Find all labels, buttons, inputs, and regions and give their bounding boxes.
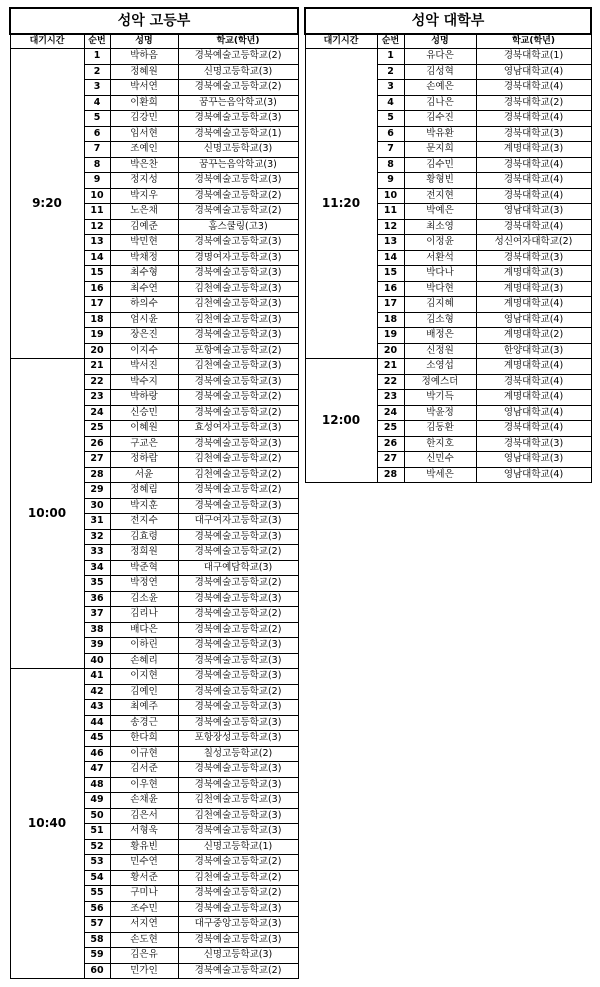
name-cell: 신민수	[404, 452, 476, 468]
school-cell: 경북예술고등학교(3)	[178, 436, 298, 452]
order-cell: 9	[377, 173, 404, 189]
order-cell: 52	[84, 839, 110, 855]
name-cell: 구미나	[110, 886, 178, 902]
school-cell: 경북예술고등학교(2)	[178, 483, 298, 499]
order-cell: 39	[84, 638, 110, 654]
order-cell: 26	[377, 436, 404, 452]
order-cell: 14	[84, 250, 110, 266]
school-cell: 김천예술고등학교(3)	[178, 312, 298, 328]
school-cell: 계명대학교(4)	[476, 390, 591, 406]
header-name: 성명	[110, 34, 178, 49]
name-cell: 신승민	[110, 405, 178, 421]
order-cell: 36	[84, 591, 110, 607]
school-cell: 신명고등학교(1)	[178, 839, 298, 855]
school-cell: 신명고등학교(3)	[178, 64, 298, 80]
order-cell: 16	[377, 281, 404, 297]
wait-time-cell: 9:20	[10, 49, 84, 359]
school-cell: 경북대학교(4)	[476, 111, 591, 127]
order-cell: 2	[377, 64, 404, 80]
name-cell: 김지혜	[404, 297, 476, 313]
name-cell: 박지우	[110, 188, 178, 204]
wait-time-cell: 10:00	[10, 359, 84, 669]
name-cell: 최예주	[110, 700, 178, 716]
order-cell: 58	[84, 932, 110, 948]
school-cell: 경북예술고등학교(2)	[178, 49, 298, 65]
school-cell: 계명대학교(3)	[476, 266, 591, 282]
school-cell: 김천예술고등학교(3)	[178, 793, 298, 809]
name-cell: 민수연	[110, 855, 178, 871]
order-cell: 5	[377, 111, 404, 127]
order-cell: 46	[84, 746, 110, 762]
order-cell: 56	[84, 901, 110, 917]
name-cell: 민가인	[110, 963, 178, 979]
name-cell: 박하랑	[110, 390, 178, 406]
school-cell: 경북대학교(3)	[476, 250, 591, 266]
order-cell: 33	[84, 545, 110, 561]
name-cell: 박기득	[404, 390, 476, 406]
name-cell: 최수형	[110, 266, 178, 282]
name-cell: 박다나	[404, 266, 476, 282]
order-cell: 43	[84, 700, 110, 716]
name-cell: 김수진	[404, 111, 476, 127]
name-cell: 정지성	[110, 173, 178, 189]
name-cell: 한다희	[110, 731, 178, 747]
order-cell: 8	[377, 157, 404, 173]
order-cell: 32	[84, 529, 110, 545]
name-cell: 정희원	[110, 545, 178, 561]
order-cell: 15	[377, 266, 404, 282]
order-cell: 42	[84, 684, 110, 700]
name-cell: 김리나	[110, 607, 178, 623]
school-cell: 경북예술고등학교(2)	[178, 405, 298, 421]
school-cell: 김천예술고등학교(3)	[178, 281, 298, 297]
order-cell: 27	[377, 452, 404, 468]
order-cell: 34	[84, 560, 110, 576]
name-cell: 박예은	[404, 204, 476, 220]
name-cell: 배다은	[110, 622, 178, 638]
order-cell: 8	[84, 157, 110, 173]
name-cell: 김성혁	[404, 64, 476, 80]
name-cell: 소영섭	[404, 359, 476, 375]
header-wait-time: 대기시간	[305, 34, 377, 49]
school-cell: 경북예술고등학교(3)	[178, 932, 298, 948]
school-cell: 계명대학교(3)	[476, 281, 591, 297]
school-cell: 신명고등학교(3)	[178, 142, 298, 158]
order-cell: 17	[377, 297, 404, 313]
school-cell: 김천예술고등학교(2)	[178, 452, 298, 468]
order-cell: 18	[377, 312, 404, 328]
school-cell: 경북예술고등학교(3)	[178, 173, 298, 189]
order-cell: 45	[84, 731, 110, 747]
name-cell: 김소형	[404, 312, 476, 328]
order-cell: 11	[84, 204, 110, 220]
order-cell: 48	[84, 777, 110, 793]
order-cell: 10	[377, 188, 404, 204]
name-cell: 서환석	[404, 250, 476, 266]
name-cell: 전지수	[110, 514, 178, 530]
school-cell: 김천예술고등학교(2)	[178, 870, 298, 886]
order-cell: 55	[84, 886, 110, 902]
name-cell: 구교은	[110, 436, 178, 452]
school-cell: 경북예술고등학교(2)	[178, 204, 298, 220]
school-cell: 경북예술고등학교(2)	[178, 576, 298, 592]
name-cell: 김강민	[110, 111, 178, 127]
school-cell: 경북예술고등학교(3)	[178, 638, 298, 654]
order-cell: 3	[84, 80, 110, 96]
school-cell: 영남대학교(4)	[476, 467, 591, 483]
school-cell: 효성여자고등학교(3)	[178, 421, 298, 437]
wait-time-cell: 11:20	[305, 49, 377, 359]
name-cell: 박서진	[110, 359, 178, 375]
order-cell: 50	[84, 808, 110, 824]
school-cell: 경북대학교(4)	[476, 421, 591, 437]
order-cell: 6	[84, 126, 110, 142]
order-cell: 18	[84, 312, 110, 328]
order-cell: 35	[84, 576, 110, 592]
order-cell: 22	[84, 374, 110, 390]
school-cell: 김천예술고등학교(3)	[178, 359, 298, 375]
name-cell: 이우현	[110, 777, 178, 793]
school-cell: 포항예술고등학교(2)	[178, 343, 298, 359]
table-row	[305, 49, 591, 65]
school-cell: 경북예술고등학교(3)	[178, 235, 298, 251]
school-cell: 꿈꾸는음악학교(3)	[178, 95, 298, 111]
name-cell: 이지현	[110, 669, 178, 685]
school-cell: 경북대학교(3)	[476, 436, 591, 452]
school-cell: 칠성고등학교(2)	[178, 746, 298, 762]
high-school-table	[9, 7, 299, 979]
school-cell: 계명대학교(4)	[476, 359, 591, 375]
name-cell: 배정은	[404, 328, 476, 344]
table-row	[10, 669, 298, 685]
name-cell: 박수지	[110, 374, 178, 390]
header-name: 성명	[404, 34, 476, 49]
name-cell: 송경근	[110, 715, 178, 731]
order-cell: 30	[84, 498, 110, 514]
school-cell: 경북대학교(4)	[476, 173, 591, 189]
school-cell: 경북예술고등학교(3)	[178, 591, 298, 607]
name-cell: 손혜리	[110, 653, 178, 669]
name-cell: 최소영	[404, 219, 476, 235]
name-cell: 정혜림	[110, 483, 178, 499]
school-cell: 경북예술고등학교(2)	[178, 545, 298, 561]
name-cell: 박민현	[110, 235, 178, 251]
order-cell: 60	[84, 963, 110, 979]
school-cell: 경북예술고등학교(3)	[178, 266, 298, 282]
name-cell: 정혜원	[110, 64, 178, 80]
school-cell: 경북예술고등학교(2)	[178, 886, 298, 902]
name-cell: 김수민	[404, 157, 476, 173]
school-cell: 경북대학교(4)	[476, 188, 591, 204]
name-cell: 박준혁	[110, 560, 178, 576]
order-cell: 57	[84, 917, 110, 933]
order-cell: 3	[377, 80, 404, 96]
school-cell: 경북예술고등학교(2)	[178, 963, 298, 979]
school-cell: 경북예술고등학교(3)	[178, 111, 298, 127]
university-table	[304, 7, 592, 483]
name-cell: 서지연	[110, 917, 178, 933]
name-cell: 손채윤	[110, 793, 178, 809]
name-cell: 박은찬	[110, 157, 178, 173]
table-row	[10, 49, 298, 65]
order-cell: 12	[84, 219, 110, 235]
header-wait-time: 대기시간	[10, 34, 84, 49]
school-cell: 신명고등학교(3)	[178, 948, 298, 964]
name-cell: 유다은	[404, 49, 476, 65]
name-cell: 김효령	[110, 529, 178, 545]
order-cell: 37	[84, 607, 110, 623]
school-cell: 경북예술고등학교(2)	[178, 855, 298, 871]
order-cell: 54	[84, 870, 110, 886]
name-cell: 김예인	[110, 684, 178, 700]
name-cell: 임서현	[110, 126, 178, 142]
name-cell: 조수민	[110, 901, 178, 917]
school-cell: 경북예술고등학교(3)	[178, 498, 298, 514]
school-cell: 영남대학교(3)	[476, 452, 591, 468]
school-cell: 경북예술고등학교(3)	[178, 669, 298, 685]
name-cell: 황서준	[110, 870, 178, 886]
order-cell: 1	[84, 49, 110, 65]
table-title: 성악 고등부	[10, 8, 298, 34]
header-order: 순번	[377, 34, 404, 49]
name-cell: 박지훈	[110, 498, 178, 514]
order-cell: 19	[377, 328, 404, 344]
order-cell: 44	[84, 715, 110, 731]
name-cell: 박서연	[110, 80, 178, 96]
order-cell: 40	[84, 653, 110, 669]
name-cell: 엄시윤	[110, 312, 178, 328]
school-cell: 영남대학교(4)	[476, 64, 591, 80]
order-cell: 14	[377, 250, 404, 266]
name-cell: 김은유	[110, 948, 178, 964]
school-cell: 대구예담학교(3)	[178, 560, 298, 576]
order-cell: 12	[377, 219, 404, 235]
school-cell: 포항장성고등학교(3)	[178, 731, 298, 747]
school-cell: 경북대학교(4)	[476, 374, 591, 390]
name-cell: 신정원	[404, 343, 476, 359]
name-cell: 한지호	[404, 436, 476, 452]
school-cell: 꿈꾸는음악학교(3)	[178, 157, 298, 173]
order-cell: 28	[84, 467, 110, 483]
table-title: 성악 대학부	[305, 8, 591, 34]
school-cell: 경북대학교(4)	[476, 157, 591, 173]
school-cell: 경북대학교(4)	[476, 219, 591, 235]
name-cell: 노은채	[110, 204, 178, 220]
name-cell: 서형욱	[110, 824, 178, 840]
name-cell: 이환희	[110, 95, 178, 111]
table-row	[305, 359, 591, 375]
order-cell: 11	[377, 204, 404, 220]
school-cell: 한양대학교(3)	[476, 343, 591, 359]
order-cell: 53	[84, 855, 110, 871]
order-cell: 1	[377, 49, 404, 65]
name-cell: 조예인	[110, 142, 178, 158]
school-cell: 경북예술고등학교(3)	[178, 374, 298, 390]
header-school: 학교(학년)	[476, 34, 591, 49]
school-cell: 대구여자고등학교(3)	[178, 514, 298, 530]
name-cell: 문지희	[404, 142, 476, 158]
name-cell: 하의수	[110, 297, 178, 313]
order-cell: 49	[84, 793, 110, 809]
name-cell: 이지수	[110, 343, 178, 359]
order-cell: 23	[84, 390, 110, 406]
school-cell: 영남대학교(4)	[476, 312, 591, 328]
name-cell: 김은서	[110, 808, 178, 824]
order-cell: 20	[377, 343, 404, 359]
school-cell: 경북예술고등학교(3)	[178, 328, 298, 344]
name-cell: 김서준	[110, 762, 178, 778]
order-cell: 22	[377, 374, 404, 390]
order-cell: 25	[84, 421, 110, 437]
school-cell: 경북예술고등학교(3)	[178, 653, 298, 669]
order-cell: 4	[377, 95, 404, 111]
name-cell: 정예스더	[404, 374, 476, 390]
order-cell: 26	[84, 436, 110, 452]
school-cell: 영남대학교(3)	[476, 204, 591, 220]
order-cell: 5	[84, 111, 110, 127]
name-cell: 최수연	[110, 281, 178, 297]
school-cell: 계명대학교(4)	[476, 297, 591, 313]
table-row	[10, 359, 298, 375]
name-cell: 김소윤	[110, 591, 178, 607]
school-cell: 경북예술고등학교(1)	[178, 126, 298, 142]
order-cell: 9	[84, 173, 110, 189]
school-cell: 경명여자고등학교(3)	[178, 250, 298, 266]
order-cell: 10	[84, 188, 110, 204]
name-cell: 박하음	[110, 49, 178, 65]
order-cell: 23	[377, 390, 404, 406]
school-cell: 경북예술고등학교(3)	[178, 901, 298, 917]
order-cell: 15	[84, 266, 110, 282]
school-cell: 경북대학교(3)	[476, 126, 591, 142]
wait-time-cell: 10:40	[10, 669, 84, 979]
order-cell: 7	[377, 142, 404, 158]
school-cell: 경북예술고등학교(2)	[178, 80, 298, 96]
order-cell: 24	[84, 405, 110, 421]
school-cell: 김천예술고등학교(3)	[178, 808, 298, 824]
order-cell: 38	[84, 622, 110, 638]
school-cell: 경북예술고등학교(3)	[178, 715, 298, 731]
order-cell: 31	[84, 514, 110, 530]
order-cell: 21	[377, 359, 404, 375]
wait-time-cell: 12:00	[305, 359, 377, 483]
order-cell: 13	[377, 235, 404, 251]
order-cell: 27	[84, 452, 110, 468]
order-cell: 4	[84, 95, 110, 111]
school-cell: 경북예술고등학교(3)	[178, 824, 298, 840]
school-cell: 경북예술고등학교(2)	[178, 622, 298, 638]
header-school: 학교(학년)	[178, 34, 298, 49]
order-cell: 13	[84, 235, 110, 251]
school-cell: 경북대학교(2)	[476, 95, 591, 111]
name-cell: 이혜원	[110, 421, 178, 437]
school-cell: 경북예술고등학교(3)	[178, 777, 298, 793]
name-cell: 이정윤	[404, 235, 476, 251]
order-cell: 47	[84, 762, 110, 778]
name-cell: 박채정	[110, 250, 178, 266]
school-cell: 김천예술고등학교(3)	[178, 297, 298, 313]
order-cell: 59	[84, 948, 110, 964]
name-cell: 박윤정	[404, 405, 476, 421]
name-cell: 김나은	[404, 95, 476, 111]
order-cell: 25	[377, 421, 404, 437]
order-cell: 29	[84, 483, 110, 499]
name-cell: 정하람	[110, 452, 178, 468]
name-cell: 박정연	[110, 576, 178, 592]
name-cell: 손예은	[404, 80, 476, 96]
name-cell: 황형빈	[404, 173, 476, 189]
school-cell: 경북예술고등학교(3)	[178, 529, 298, 545]
order-cell: 28	[377, 467, 404, 483]
order-cell: 16	[84, 281, 110, 297]
name-cell: 전지현	[404, 188, 476, 204]
order-cell: 51	[84, 824, 110, 840]
name-cell: 김동환	[404, 421, 476, 437]
name-cell: 황유빈	[110, 839, 178, 855]
school-cell: 계명대학교(2)	[476, 328, 591, 344]
header-order: 순번	[84, 34, 110, 49]
name-cell: 이하린	[110, 638, 178, 654]
school-cell: 경북예술고등학교(3)	[178, 700, 298, 716]
order-cell: 6	[377, 126, 404, 142]
name-cell: 이규현	[110, 746, 178, 762]
school-cell: 경북예술고등학교(2)	[178, 607, 298, 623]
school-cell: 경북대학교(1)	[476, 49, 591, 65]
school-cell: 경북대학교(4)	[476, 80, 591, 96]
name-cell: 김예준	[110, 219, 178, 235]
school-cell: 경북예술고등학교(3)	[178, 762, 298, 778]
order-cell: 41	[84, 669, 110, 685]
order-cell: 20	[84, 343, 110, 359]
school-cell: 홈스쿨링(고3)	[178, 219, 298, 235]
school-cell: 경북예술고등학교(2)	[178, 390, 298, 406]
name-cell: 박세은	[404, 467, 476, 483]
order-cell: 17	[84, 297, 110, 313]
name-cell: 손도현	[110, 932, 178, 948]
school-cell: 성신여자대학교(2)	[476, 235, 591, 251]
order-cell: 7	[84, 142, 110, 158]
school-cell: 영남대학교(4)	[476, 405, 591, 421]
school-cell: 김천예술고등학교(2)	[178, 467, 298, 483]
name-cell: 박다현	[404, 281, 476, 297]
school-cell: 대구중앙고등학교(3)	[178, 917, 298, 933]
name-cell: 박유환	[404, 126, 476, 142]
name-cell: 서윤	[110, 467, 178, 483]
order-cell: 21	[84, 359, 110, 375]
school-cell: 경북예술고등학교(2)	[178, 188, 298, 204]
order-cell: 2	[84, 64, 110, 80]
school-cell: 경북예술고등학교(2)	[178, 684, 298, 700]
name-cell: 장은진	[110, 328, 178, 344]
order-cell: 24	[377, 405, 404, 421]
school-cell: 계명대학교(3)	[476, 142, 591, 158]
order-cell: 19	[84, 328, 110, 344]
